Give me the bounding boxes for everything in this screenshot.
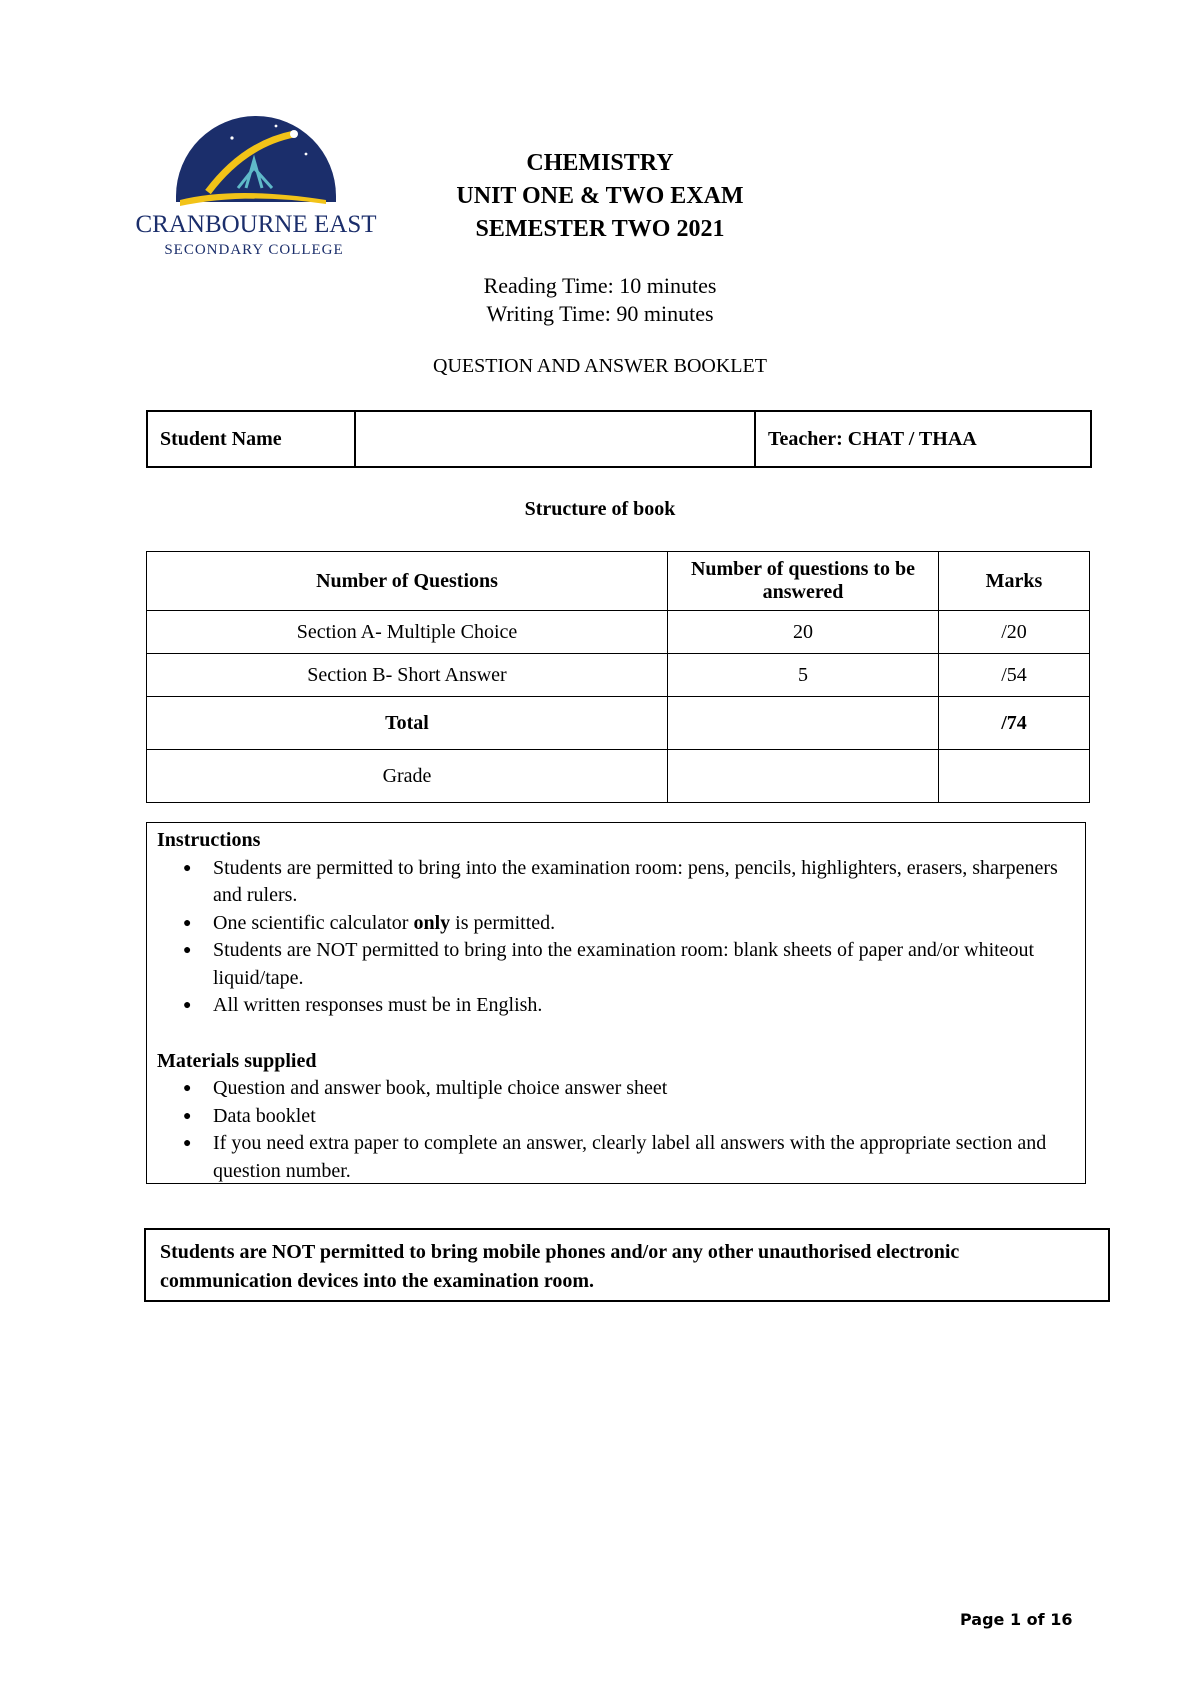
logo-name-line2: SECONDARY COLLEGE [164,242,344,258]
table-cell: Section B- Short Answer [147,654,668,697]
booklet-title: QUESTION AND ANSWER BOOKLET [433,355,767,377]
table-row [147,654,1090,697]
writing-time: Writing Time: 90 minutes [486,301,714,326]
list-item: ● If you need extra paper to complete an answer, clearly label all answers with the appropriate section and question number. [213,1130,1075,1185]
table-cell: /74 [939,697,1090,750]
table-cell: 20 [668,611,939,654]
reading-time: Reading Time: 10 minutes [483,273,717,298]
materials-heading: Materials supplied [157,1049,317,1072]
column-header: Number of Questions [147,552,668,611]
instructions-box [146,822,1086,1184]
student-name-field[interactable] [355,411,755,467]
structure-heading: Structure of book [524,498,676,520]
list-item: ● All written responses must be in English. [213,992,1075,1020]
table-row [147,611,1090,654]
list-item: ● Students are permitted to bring into the examination room: pens, pencils, highlighters, erasers, sharpeners and rulers. [213,855,1075,910]
table-cell: Section A- Multiple Choice [147,611,668,654]
student-name-label: Student Name [147,411,355,467]
subject-title: CHEMISTRY [526,150,674,176]
table-row [147,697,1090,750]
semester-title: SEMESTER TWO 2021 [475,216,725,242]
table-cell: Grade [147,750,668,803]
emphasis-only: only [413,911,451,934]
table-row [147,750,1090,803]
table-cell[interactable] [939,750,1090,803]
list-item: ● Students are NOT permitted to bring into the examination room: blank sheets of paper and/or whiteout liquid/tape. [213,937,1075,992]
instructions-list [157,855,1075,1020]
school-logo [126,104,388,264]
structure-table [146,551,1090,803]
list-item: ● One scientific calculator only is permitted. [213,910,1075,938]
table-cell: /20 [939,611,1090,654]
table-cell: Total [147,697,668,750]
table-cell: /54 [939,654,1090,697]
column-header: Number of questions to be answered [668,552,939,611]
column-header: Marks [939,552,1090,611]
logo-name-line1: CRANBOURNE EAST [135,211,377,238]
list-item: ● Data booklet [213,1103,1075,1131]
student-details-table [146,410,1092,468]
materials-list [157,1075,1075,1185]
table-cell: 5 [668,654,939,697]
table-cell[interactable] [668,750,939,803]
warning-box: Students are NOT permitted to bring mobile phones and/or any other unauthorised electronic communication devices into the examination room. [144,1228,1110,1302]
instructions-heading: Instructions [157,829,261,851]
page-number: Page 1 of 16 [960,1610,1073,1629]
teacher-label: Teacher: CHAT / THAA [755,411,1091,467]
exam-title: UNIT ONE & TWO EXAM [456,183,744,209]
table-cell [668,697,939,750]
list-item: ● Question and answer book, multiple choice answer sheet [213,1075,1075,1103]
